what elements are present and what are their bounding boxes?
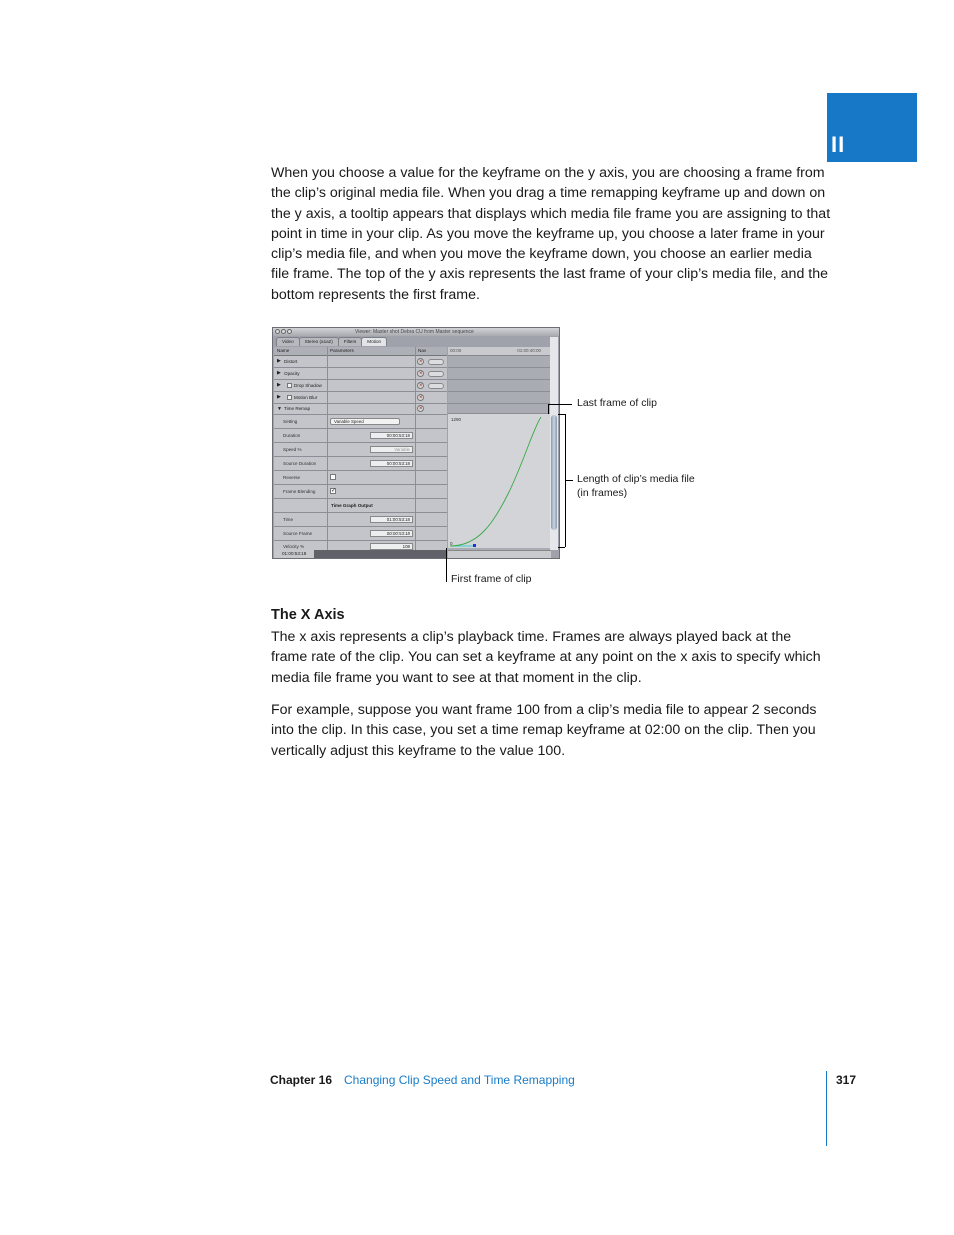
row-reverse: Reverse bbox=[274, 471, 447, 485]
section-time-remap: ▼ Time Remap × bbox=[274, 404, 447, 415]
window-titlebar bbox=[273, 328, 559, 336]
reset-icon bbox=[417, 370, 424, 377]
row-setting: Setting Variable Speed bbox=[274, 415, 447, 429]
y-min-label: 0 bbox=[450, 541, 453, 546]
section-drop-shadow: ▶ Drop Shadow × bbox=[274, 380, 447, 392]
row-velocity: Velocity % 108 bbox=[274, 541, 447, 553]
section-motion-blur: ▶ Motion Blur × bbox=[274, 392, 447, 404]
column-header bbox=[274, 347, 447, 356]
body-paragraph: For example, suppose you want frame 100 from a clip’s media file to appear 2 seconds into the clip. In this case, you set a time remap keyframe at 02:00 on the clip. Then you vertically adjust this keyframe to the value 100. bbox=[271, 702, 817, 759]
timecode-bar bbox=[274, 550, 447, 558]
keyframe-menu-icon bbox=[428, 371, 444, 377]
row-output-header: Time Graph Output bbox=[274, 499, 447, 513]
row-source-frame: Source Frame 00:00:53:18 bbox=[274, 527, 447, 541]
vertical-scrollbar bbox=[550, 337, 558, 550]
disclosure-triangle-icon: ▶ bbox=[277, 382, 281, 388]
source-duration-field: 00:00:53:18 bbox=[370, 460, 413, 467]
tab-motion: Motion bbox=[361, 337, 387, 346]
reset-icon bbox=[417, 394, 424, 401]
row-time: Time 01:00:53:18 bbox=[274, 513, 447, 527]
duration-field: 00:00:53:18 bbox=[370, 432, 413, 439]
reset-icon bbox=[417, 382, 424, 389]
tab-stereo: Stereo (a1a2) bbox=[299, 337, 339, 346]
velocity-field: 108 bbox=[370, 543, 413, 550]
reset-icon bbox=[417, 405, 424, 412]
section-opacity: ▶ Opacity × bbox=[274, 368, 447, 380]
time-remap-curve bbox=[448, 414, 551, 548]
section-heading: The X Axis bbox=[271, 607, 345, 623]
viewer-window-figure bbox=[272, 327, 560, 559]
page-number: 317 bbox=[836, 1073, 857, 1087]
column-parameters: Parameters bbox=[330, 348, 354, 353]
keyframe-menu-icon bbox=[428, 383, 444, 389]
disclosure-triangle-expanded-icon: ▼ bbox=[277, 406, 282, 412]
time-ruler: 00:00 01:00:40:00 bbox=[448, 347, 551, 356]
tab-video: Video bbox=[276, 337, 300, 346]
zoom-window-icon bbox=[287, 329, 292, 334]
section-distort: ▶ Distort × bbox=[274, 356, 447, 368]
setting-select: Variable Speed bbox=[330, 418, 400, 425]
row-frame-blending: Frame Blending ✓ bbox=[274, 485, 447, 499]
part-label: II bbox=[831, 132, 846, 157]
current-timecode: 01:00:53:18 bbox=[274, 550, 314, 558]
minimize-window-icon bbox=[281, 329, 286, 334]
tab-filters: Filters bbox=[338, 337, 363, 346]
time-field: 01:00:53:18 bbox=[370, 516, 413, 523]
checkbox-icon bbox=[287, 395, 292, 400]
reverse-checkbox bbox=[330, 474, 336, 480]
scroll-thumb bbox=[551, 415, 557, 530]
source-frame-field: 00:00:53:18 bbox=[370, 530, 413, 537]
y-max-label: 1290 bbox=[451, 417, 462, 422]
reset-icon bbox=[417, 358, 424, 365]
keyframe-graph bbox=[448, 347, 551, 552]
row-speed: Speed % Variable bbox=[274, 443, 447, 457]
row-duration: Duration 00:00:53:18 bbox=[274, 429, 447, 443]
body-paragraph: The x axis represents a clip’s playback time. Frames are always played back at the frame rate of the clip. You can set a keyframe at any point on the x axis to specify which media file frame you want to see at that moment in the clip. bbox=[271, 629, 821, 686]
parameter-grid bbox=[274, 347, 447, 552]
disclosure-triangle-icon: ▶ bbox=[277, 394, 281, 400]
column-name: Name bbox=[277, 348, 290, 353]
footer-chapter-title[interactable]: Changing Clip Speed and Time Remapping bbox=[344, 1073, 575, 1087]
callout-media-length: Length of clip’s media file (in frames) bbox=[577, 473, 695, 499]
part-tab bbox=[827, 93, 917, 162]
horizontal-scrollbar bbox=[448, 550, 551, 559]
callout-first-frame: First frame of clip bbox=[451, 573, 532, 585]
disclosure-triangle-icon: ▶ bbox=[277, 370, 281, 376]
keyframe-menu-icon bbox=[428, 359, 444, 365]
window-title: Viewer: Master shot Debra CU from Master sequence bbox=[355, 329, 474, 335]
footer-chapter: Chapter 16 bbox=[270, 1073, 333, 1087]
time-remap-curve-area bbox=[448, 414, 551, 548]
viewer-tabs bbox=[276, 337, 386, 346]
footer-divider bbox=[826, 1071, 827, 1146]
disclosure-triangle-icon: ▶ bbox=[277, 358, 281, 364]
frame-blending-checkbox: ✓ bbox=[331, 488, 337, 494]
callout-last-frame: Last frame of clip bbox=[577, 397, 657, 409]
column-nav: Nav bbox=[418, 348, 427, 353]
speed-field: Variable bbox=[370, 446, 413, 453]
close-window-icon bbox=[275, 329, 280, 334]
row-source-duration: Source Duration 00:00:53:18 bbox=[274, 457, 447, 471]
body-paragraph: When you choose a value for the keyframe on the y axis, you are choosing a frame from the clip’s original media file. When you drag a time remapping keyframe up and down on the y axis, a tooltip appears that displays which media file frame you are assigning to that point in time in your clip. As you move the keyframe up, you choose a later frame in your clip’s media file, and when you move the keyframe down, you choose an earlier media file frame. The top of the y axis represents the last frame of your clip’s media file, and the bottom represents the first frame. bbox=[271, 165, 831, 303]
checkbox-icon bbox=[287, 383, 292, 388]
